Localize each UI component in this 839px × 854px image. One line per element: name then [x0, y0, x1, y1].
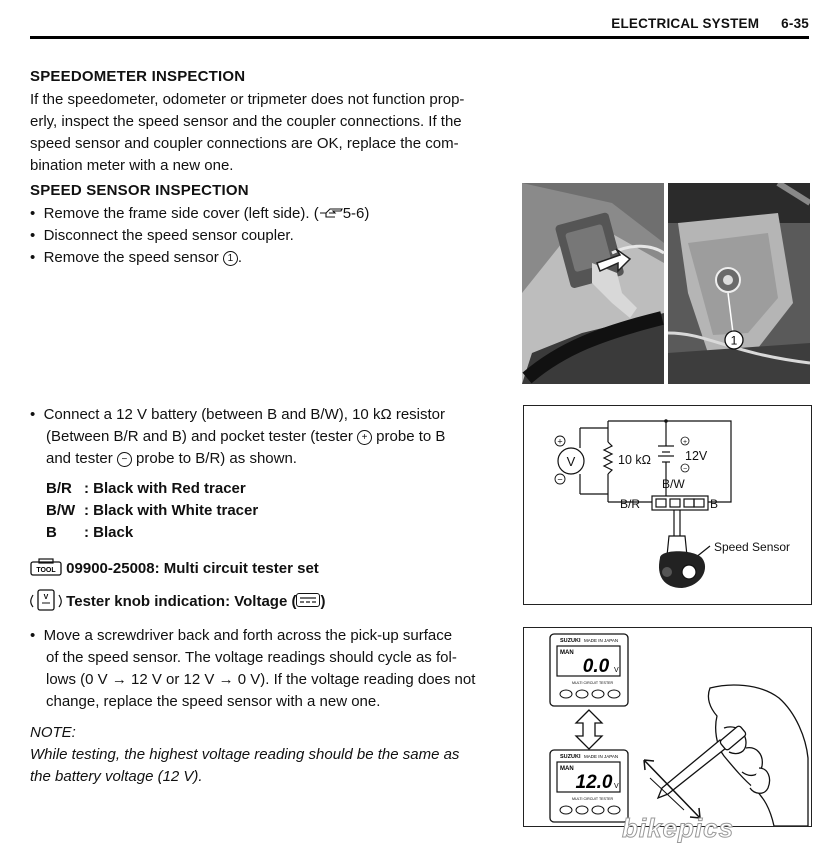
text-line: speed sensor and coupler connections are OK, replace the com- [30, 135, 459, 152]
tester-model: MULTI CIRCUIT TESTER [572, 797, 614, 801]
meter-minus: − [557, 474, 563, 485]
speed-sensor-label: Speed Sensor [714, 540, 791, 554]
list-item: • Connect a 12 V battery (between B and B/W), 10 kΩ resistor (Between B/R and B) and pocket tester (tester + probe to B and tester − probe to B/R) as shown. [30, 406, 446, 467]
move-step [30, 625, 510, 713]
speedometer-heading: SPEEDOMETER INSPECTION [30, 68, 246, 85]
bw-label: B/W [662, 477, 685, 491]
meter-plus: + [557, 436, 563, 447]
section-title: ELECTRICAL SYSTEM [611, 16, 760, 31]
reading-low: 0.0 [582, 656, 610, 677]
hand-screwdriver [644, 685, 808, 826]
tester-mode: MAN [560, 650, 574, 656]
connect-step [30, 404, 510, 470]
resistor-label: 10 kΩ [618, 453, 651, 467]
minus-symbol: − [117, 452, 132, 467]
battery-label: 12V [685, 449, 708, 463]
removal-photos [522, 183, 810, 384]
tester-knob-icon [30, 589, 62, 611]
tool-text: 09900-25008: Multi circuit tester set [66, 560, 319, 577]
note-line: the battery voltage (12 V). [30, 768, 203, 785]
circuit-diagram [523, 405, 812, 605]
text-line: If the speedometer, odometer or tripmeter does not function prop- [30, 91, 465, 108]
text-line: bination meter with a new one. [30, 157, 234, 174]
note-line: While testing, the highest voltage reading should be the same as [30, 746, 460, 763]
tester-brand: SUZUKI [560, 754, 581, 760]
dc-symbol [296, 593, 320, 607]
callout-number: 1 [223, 251, 238, 266]
header-rule [30, 36, 809, 39]
legend-row: B/W : Black with White tracer [46, 502, 259, 519]
page-number: 6-35 [781, 16, 809, 31]
speedometer-text [30, 89, 500, 177]
tool-icon [30, 558, 62, 576]
photo-sensor [668, 183, 810, 384]
reading-high: 12.0 [575, 772, 613, 793]
b-label: B [710, 497, 719, 511]
list-item: • Remove the frame side cover (left side). ( 5-6) [30, 205, 370, 222]
tester-mode: MAN [560, 766, 574, 772]
list-item: • Disconnect the speed sensor coupler. [30, 227, 294, 244]
knob-text: Tester knob indication: Voltage ( [66, 593, 297, 610]
photo-callout: 1 [730, 333, 738, 348]
plus-symbol: + [357, 430, 372, 445]
tester-brand: SUZUKI [560, 638, 581, 644]
legend-row: B/R : Black with Red tracer [46, 480, 246, 497]
svg-text:V: V [43, 594, 49, 601]
reading-unit: V [614, 667, 619, 674]
note [30, 722, 510, 788]
br-label: B/R [620, 497, 641, 511]
removal-steps [30, 203, 510, 269]
svg-text:TOOL: TOOL [36, 567, 56, 574]
watermark-logo: bikepics [622, 813, 735, 843]
tester-figure [523, 627, 812, 827]
tester-model: MULTI CIRCUIT TESTER [572, 681, 614, 685]
list-item: • Remove the speed sensor 1 . [30, 249, 243, 266]
reference-hand-icon [319, 207, 343, 219]
legend-row: B : Black [46, 524, 134, 541]
tester-made: MADE IN JAPAN [584, 754, 619, 759]
speed-sensor-heading: SPEED SENSOR INSPECTION [30, 182, 249, 199]
meter-label: V [566, 454, 576, 469]
wire-legend [46, 478, 258, 544]
text-line: erly, inspect the speed sensor and the coupler connections. If the [30, 113, 462, 130]
battery-minus: − [682, 466, 688, 473]
battery-plus: + [682, 439, 688, 446]
page-header [611, 16, 809, 31]
reading-unit: V [614, 783, 619, 790]
list-item: • Move a screwdriver back and forth across the pick-up surface of the speed sensor. The voltage readings should cycle as fol- lows (0 V → 12 V or 12 V → 0 V). If the voltage reading does not change, replace the speed sensor with a new one. [30, 627, 476, 710]
tool-line [30, 558, 319, 580]
note-label: NOTE: [30, 724, 76, 741]
tester-made: MADE IN JAPAN [584, 638, 619, 643]
knob-line: V Tester knob indication: Voltage ( ) [30, 589, 325, 613]
